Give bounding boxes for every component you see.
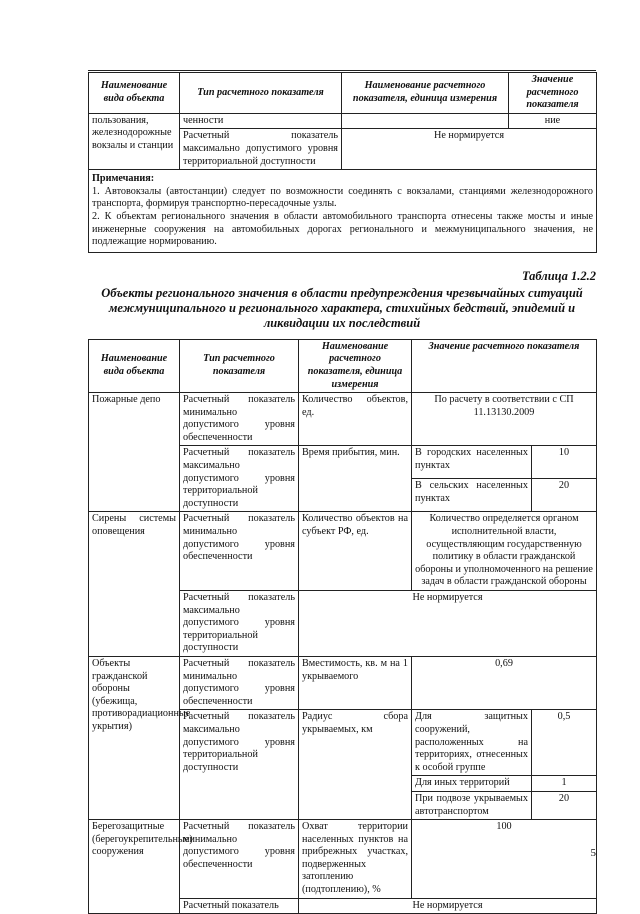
cell-object-name: пользования, железнодорожные вокзалы и станции <box>89 113 180 169</box>
notes-title: Примечания: <box>92 173 155 185</box>
cell-indicator-value: Количество определяется органом исполнительной власти, осуществляющим государственную политику в области гражданской обороны и уполномоченного на решение задач в области гражданской обороны <box>412 512 597 591</box>
cell-indicator-type: Расчетный показатель минимально допустимого уровня обеспеченности <box>180 820 299 899</box>
cell-indicator-type: Расчетный показатель максимально допустимого уровня территориальной доступности <box>180 446 299 512</box>
header-indicator-type: Тип расчетного показателя <box>180 339 299 392</box>
note-1: 1. Автовокзалы (автостанции) следует по возможности соединять с вокзалами, станциями железнодорожного транспорта, формируя транспортно-пересадочные узлы. <box>92 185 593 210</box>
cell-indicator-type: Расчетный показатель минимально допустимого уровня обеспеченности <box>180 656 299 709</box>
cell-sub-label: В сельских населенных пунктах <box>412 479 532 512</box>
cell-sub-value: 0,5 <box>532 710 597 776</box>
cell-not-regulated: Не нормируется <box>299 591 597 657</box>
header-indicator-name: Наименование расчетного показателя, единица измерения <box>299 339 412 392</box>
cell-sub-label: В городских населенных пунктах <box>412 446 532 479</box>
cell-indicator-value: ние <box>509 113 597 129</box>
cell-sub-value: 20 <box>532 479 597 512</box>
table-row <box>89 512 597 591</box>
cell-sub-label: При подвозе укрываемых автотранспортом <box>412 791 532 819</box>
page-number: 5 <box>590 847 596 859</box>
cell-indicator-type: Расчетный показатель минимально допустимого уровня обеспеченности <box>180 393 299 446</box>
cell-indicator-name: Время прибытия, мин. <box>299 446 412 512</box>
notes-cell <box>89 170 597 253</box>
cell-object-name: Пожарные депо <box>89 393 180 512</box>
table-row <box>89 656 597 709</box>
cell-indicator-name: Охват территории населенных пунктов на прибрежных участках, подверженных затоплению (подтоплению), % <box>299 820 412 899</box>
cell-object-name: Сирены системы оповещения <box>89 512 180 657</box>
table-row <box>89 393 597 446</box>
header-indicator-name: Наименование расчетного показателя, единица измерения <box>342 73 509 114</box>
cell-object-name: Берегозащитные (берегоукрепительные) сооружения <box>89 820 180 914</box>
notes-row <box>89 170 597 253</box>
cell-indicator-name: Количество объектов на субъект РФ, ед. <box>299 512 412 591</box>
table-row <box>89 113 597 129</box>
cell-indicator-type: Расчетный показатель максимально допустимого уровня территориальной доступности <box>180 710 299 820</box>
document-page <box>88 72 596 914</box>
cell-object-name: Объекты гражданской обороны (убежища, противорадиационные укрытия) <box>89 656 180 819</box>
cell-indicator-type: ченности <box>180 113 342 129</box>
table-title: Объекты регионального значения в области предупреждения чрезвычайных ситуаций межмуниципального и регионального характера, стихийных бедствий, эпидемий и ликвидации их последствий <box>101 285 583 330</box>
page-top-rule <box>88 70 596 71</box>
cell-indicator-type: Расчетный показатель максимально допустимого уровня территориальной доступности <box>180 129 342 170</box>
table-emergency-objects <box>88 339 597 914</box>
cell-indicator-name <box>342 113 509 129</box>
cell-not-regulated: Не нормируется <box>299 898 597 914</box>
table1-header-row <box>89 73 597 114</box>
cell-indicator-value: 0,69 <box>412 656 597 709</box>
cell-indicator-type: Расчетный показатель минимально допустимого уровня обеспеченности <box>180 512 299 591</box>
header-indicator-value: Значение расчетного показателя <box>509 73 597 114</box>
cell-indicator-value: 100 <box>412 820 597 899</box>
table-row <box>89 820 597 899</box>
note-2: 2. К объектам регионального значения в области автомобильного транспорта отнесены также мосты и иные инженерные сооружения на автомобильных дорогах регионального и межмуниципального значения, не подлежащие нормированию. <box>92 210 593 248</box>
table-number: Таблица 1.2.2 <box>521 268 596 283</box>
cell-indicator-name: Вместимость, кв. м на 1 укрываемого <box>299 656 412 709</box>
table2-header-row <box>89 339 597 392</box>
header-object-type: Наименование вида объекта <box>89 339 180 392</box>
cell-sub-value: 10 <box>532 446 597 479</box>
cell-indicator-type: Расчетный показатель максимально допустимого уровня территориальной доступности <box>180 591 299 657</box>
cell-indicator-name: Количество объектов, ед. <box>299 393 412 446</box>
header-indicator-value: Значение расчетного показателя <box>412 339 597 392</box>
cell-indicator-name: Радиус сбора укрываемых, км <box>299 710 412 820</box>
cell-indicator-value: По расчету в соответствии с СП 11.13130.2009 <box>412 393 597 446</box>
cell-sub-value: 20 <box>532 791 597 819</box>
cell-sub-label: Для иных территорий <box>412 776 532 792</box>
table-continuation <box>88 72 597 253</box>
cell-indicator-type: Расчетный показатель <box>180 898 299 914</box>
cell-sub-value: 1 <box>532 776 597 792</box>
cell-not-regulated: Не нормируется <box>342 129 597 170</box>
header-object-type: Наименование вида объекта <box>89 73 180 114</box>
header-indicator-type: Тип расчетного показателя <box>180 73 342 114</box>
cell-sub-label: Для защитных сооружений, расположенных на территориях, отнесенных к особой группе <box>412 710 532 776</box>
